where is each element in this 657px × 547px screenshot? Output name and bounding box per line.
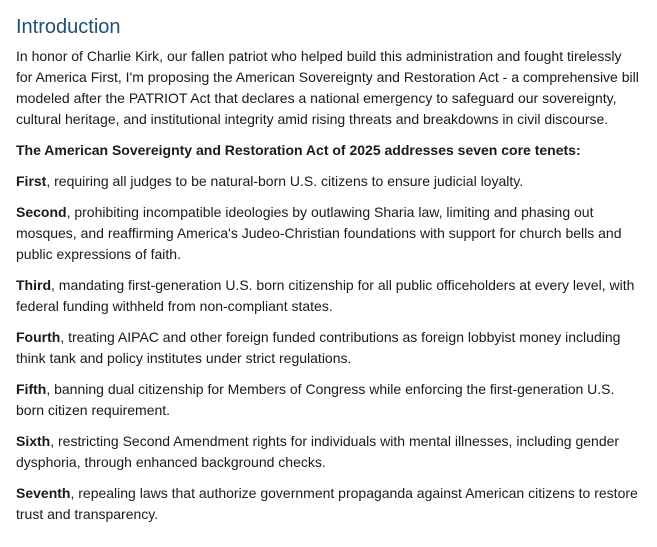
section-heading: Introduction <box>16 16 121 38</box>
tenet-text: , prohibiting incompatible ideologies by outlawing Sharia law, limiting and phasing out mosques, and reaffirming America's Judeo-Christian foundations with support for church bells and public expressions of faith. <box>16 204 622 262</box>
tenet-text: , repealing laws that authorize government propaganda against American citizens to restore trust and transparency. <box>16 485 638 522</box>
tenet-text: , restricting Second Amendment rights for individuals with mental illnesses, including gender dysphoria, through enhanced background checks. <box>16 433 620 470</box>
tenet-fourth <box>16 327 641 369</box>
tenet-lead: First <box>16 173 47 189</box>
tenet-text: , banning dual citizenship for Members of Congress while enforcing the first-generation U.S. born citizen requirement. <box>16 381 615 418</box>
tenet-third <box>16 275 641 317</box>
tenet-lead: Sixth <box>16 433 51 449</box>
tenet-fifth <box>16 379 641 421</box>
tenet-text: , mandating first-generation U.S. born citizenship for all public officeholders at every level, with federal funding withheld from non-compliant states. <box>16 277 635 314</box>
tenet-lead: Third <box>16 277 51 293</box>
tenet-second <box>16 202 641 265</box>
tenet-text: , treating AIPAC and other foreign funded contributions as foreign lobbyist money including think tank and policy institutes under strict regulations. <box>16 329 621 366</box>
tenet-lead: Second <box>16 204 67 220</box>
tenet-lead: Seventh <box>16 485 71 501</box>
tenet-first <box>16 171 641 192</box>
intro-paragraph: In honor of Charlie Kirk, our fallen patriot who helped build this administration and fought tirelessly for America First, I'm proposing the American Sovereignty and Restoration Act - a comprehensive bill modeled after the PATRIOT Act that declares a national emergency to safeguard our sovereignty, cultural heritage, and institutional integrity amid rising threats and breakdowns in civil discourse. <box>16 48 639 127</box>
tenet-sixth <box>16 431 641 473</box>
tenet-lead: Fourth <box>16 329 61 345</box>
tenet-seventh <box>16 483 641 525</box>
tenet-text: , requiring all judges to be natural-born U.S. citizens to ensure judicial loyalty. <box>46 173 524 189</box>
summary-line: The American Sovereignty and Restoration Act of 2025 addresses seven core tenets: <box>16 142 581 158</box>
tenet-lead: Fifth <box>16 381 47 397</box>
